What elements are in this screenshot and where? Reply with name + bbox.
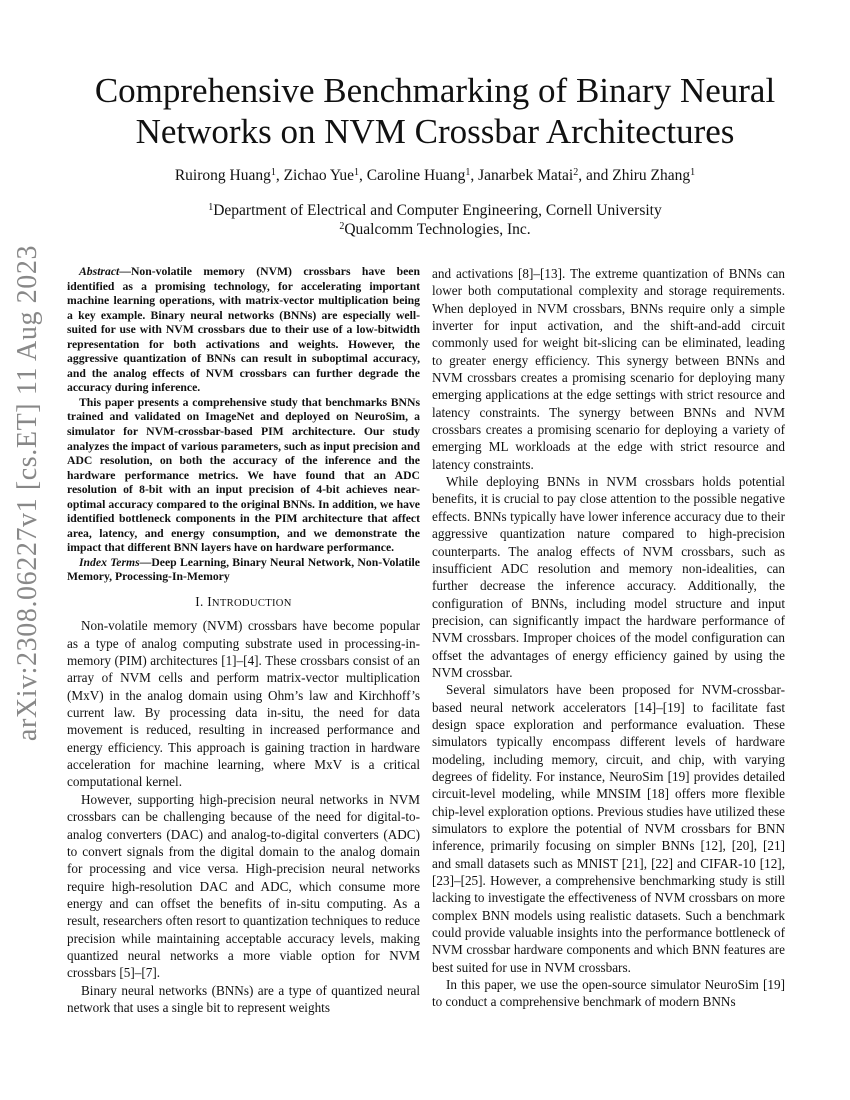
abstract bbox=[67, 265, 420, 585]
body-paragraph: and activations [8]–[13]. The extreme quantization of BNNs can lower both computational complexity and storage requirements. When deployed in NVM crossbars, BNNs require only a simple inverter for input activation, and the shift-and-add circuit commonly used for weight bit-slicing can be eliminated, leading to greater energy efficiency. This synergy between BNNs and NVM crossbars creates a promising scenario for deploying many emerging applications at the edge settings with strict resource and latency constraints. The synergy between BNNs and NVM crossbars creates a promising scenario for deploying a variety of emerging ML workloads at the edge with strict resource and latency constraints. bbox=[432, 266, 785, 472]
body-paragraph: While deploying BNNs in NVM crossbars holds potential benefits, it is crucial to pay close attention to the possible negative effects. BNNs typically have lower inference accuracy due to their aggressive quantization nature compared to high-precision counterparts. The analog effects of NVM crossbars, such as insufficient ADC resolution and memory non-idealities, can further decrease the inference accuracy. Additionally, the configuration of BNNs, including model structure and input precision, can significantly impact the hardware performance of NVM crossbars. Improper choices of the model configuration can offset the advantages of energy efficiency gained by using the NVM crossbar. bbox=[432, 474, 785, 680]
body-paragraph: Several simulators have been proposed for NVM-crossbar-based neural network accelerators [14]–[19] to facilitate fast design space exploration and performance evaluation. These simulators typically encompass different levels of hardware modeling, including memory, circuit, and chip, with varying degrees of fidelity. For instance, NeuroSim [19] provides detailed circuit-level modeling, while MNSIM [18] offers more flexible chip-level exploration options. Previous studies have utilized these simulators to explore the potential of NVM crossbars for BNN inference, primarily focusing on simpler BNNs [12], [20], [21] and small datasets such as MNIST [21], [22] and CIFAR-10 [12], [23]–[25]. However, a comprehensive benchmarking study is still lacking to investigate the effectiveness of NVM crossbars on more complex BNN models using realistic datasets. Such a benchmark could provide valuable insights into the performance bottleneck of NVM crossbar hardware components and which BNN features are best suited for use in NVM crossbars. bbox=[432, 682, 785, 975]
section-heading bbox=[67, 593, 420, 612]
index-terms bbox=[67, 556, 420, 585]
affiliations bbox=[60, 201, 810, 239]
affiliation-line bbox=[60, 220, 810, 239]
abstract-text: —Non-volatile memory (NVM) crossbars have been identified as a promising technology, for accelerating important machine learning operations, with matrix-vector multiplication being a key example. Binary neural networks (BNNs) are especially well-suited for use with NVM crossbars due to their use of a low-bitwidth representation for both activations and weights. However, the aggressive quantization of BNNs can result in suboptimal accuracy, and the analog effects of NVM crossbars can further degrade the accuracy during inference. bbox=[67, 265, 420, 395]
author-affiliation-mark: 1 bbox=[354, 167, 360, 178]
paper-title bbox=[60, 70, 810, 152]
arxiv-identifier: arXiv:2308.06227v1 [cs.ET] 11 Aug 2023 bbox=[12, 244, 43, 742]
author-name: Caroline Huang bbox=[366, 167, 466, 184]
title-line-1: Comprehensive Benchmarking of Binary Neural bbox=[94, 71, 776, 110]
index-terms-text: —Deep Learning, Binary Neural Network, Non-Volatile Memory, Processing-In-Memory bbox=[67, 555, 420, 584]
right-column bbox=[432, 265, 785, 1011]
abstract-paragraph: This paper presents a comprehensive study that benchmarks BNNs trained and validated on ImageNet and deployed on NeuroSim, a simulator for NVM-crossbar-based PIM architecture. Our study analyzes the impact of various parameters, such as input precision and ADC resolution, on both the accuracy of the inference and the hardware performance metrics. We have found that an ADC resolution of 8-bit with an input precision of 4-bit achieves near-optimal accuracy compared to the original BNNs. In addition, we have identified bottleneck components in the PIM architecture that affect area, latency, and energy consumption, and we demonstrate the impact that different BNN layers have on hardware performance. bbox=[67, 395, 420, 555]
section-title-rest: NTRODUCTION bbox=[211, 598, 292, 610]
author-name: Zhiru Zhang bbox=[612, 167, 691, 184]
title-line-2: Networks on NVM Crossbar Architectures bbox=[135, 112, 735, 151]
affiliation-mark: 1 bbox=[208, 202, 214, 213]
author-affiliation-mark: 1 bbox=[270, 167, 276, 178]
author-name: Ruirong Huang bbox=[174, 167, 271, 184]
author-list: Ruirong Huang$^1$, Zichao Yue$^1$, Caroline Huang$^1$, Janarbek Matai$^2$, and Zhiru Zhang$^1$ bbox=[174, 167, 696, 184]
body-paragraph: However, supporting high-precision neural networks in NVM crossbars can be challenging because of the need for digital-to-analog converters (DAC) and analog-to-digital converters (ADC) to convert signals from the digital domain to the analog domain for processing and vice versa. High-precision neural networks require high-resolution DAC and ADC, which consume more energy and can offset the benefits of in-situ computing. As a result, researchers often resort to quantization techniques to reduce precision while maintaining acceptable accuracy levels, making quantized neural networks a more viable option for NVM crossbars [5]–[7]. bbox=[67, 791, 420, 981]
affiliation-line bbox=[60, 201, 810, 220]
body-paragraph: Non-volatile memory (NVM) crossbars have become popular as a type of analog computing substrate used in processing-in-memory (PIM) architectures [1]–[4]. These crossbars consist of an array of NVM cells and perform matrix-vector multiplication (MxV) in the analog domain using Ohm’s law and Kirchhoff’s current law. By processing data in-situ, the need for data movement is reduced, resulting in increased performance and energy efficiency. This approach is gaining traction in hardware acceleration for machine learning, where MxV is a critical computational kernel. bbox=[67, 618, 420, 790]
intro-body-right bbox=[432, 265, 785, 1011]
author-name: Zichao Yue bbox=[283, 167, 355, 184]
affiliation-text: Qualcomm Technologies, Inc. bbox=[344, 221, 531, 238]
affiliation-text: Department of Electrical and Computer Engineering, Cornell University bbox=[213, 202, 662, 219]
affiliation-mark: 2 bbox=[339, 221, 345, 232]
left-column bbox=[67, 265, 420, 1016]
author-affiliation-mark: 2 bbox=[573, 167, 579, 178]
author-affiliation-mark: 1 bbox=[465, 167, 471, 178]
section-number: I. bbox=[195, 594, 208, 610]
body-paragraph: Binary neural networks (BNNs) are a type of quantized neural network that uses a single bit to represent weights bbox=[67, 982, 420, 1015]
body-paragraph: In this paper, we use the open-source simulator NeuroSim [19] to conduct a comprehensive benchmark of modern BNNs bbox=[432, 977, 785, 1010]
abstract-label: Abstract bbox=[79, 265, 120, 278]
author-affiliation-mark: 1 bbox=[690, 167, 696, 178]
intro-body-left bbox=[67, 617, 420, 1016]
index-terms-label: Index Terms bbox=[79, 555, 140, 569]
abstract-paragraph bbox=[67, 265, 420, 396]
arxiv-sidebar-stamp bbox=[2, 0, 50, 1100]
author-name: Janarbek Matai bbox=[478, 167, 574, 184]
section-title-initial: I bbox=[207, 594, 212, 610]
